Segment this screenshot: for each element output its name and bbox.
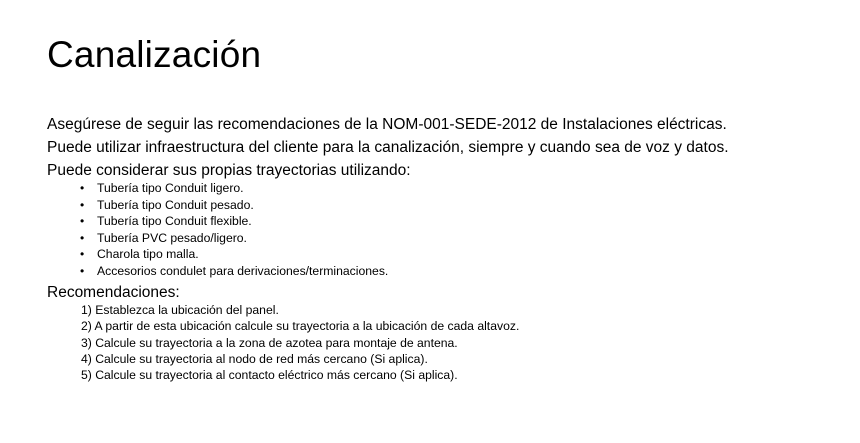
list-item-text: Accesorios condulet para derivaciones/terminaciones. (97, 263, 389, 278)
bullet-icon: • (80, 247, 85, 261)
paragraph-own-trajectories: Puede considerar sus propias trayectorias utilizando: (47, 162, 411, 179)
list-item (80, 197, 388, 214)
recommendation-step: 5) Calcule su trayectoria al contacto eléctrico más cercano (Si aplica). (81, 368, 458, 383)
recommendation-step: 3) Calcule su trayectoria a la zona de azotea para montaje de antena. (81, 335, 458, 350)
recommendations-list (81, 302, 519, 383)
recommendation-step: 1) Establezca la ubicación del panel. (81, 303, 279, 317)
paragraph-nom-standard: Asegúrese de seguir las recomendaciones de la NOM-001-SEDE-2012 de Instalaciones eléctricas. (47, 116, 727, 133)
list-item (80, 263, 388, 280)
bullet-icon: • (80, 181, 85, 195)
list-item-text: Tubería tipo Conduit flexible. (97, 214, 252, 228)
list-item (80, 230, 388, 247)
list-item-text: Tubería tipo Conduit ligero. (97, 181, 244, 195)
list-item (80, 213, 388, 230)
recommendations-heading: Recomendaciones: (47, 284, 180, 301)
conduit-options-list (80, 180, 388, 279)
bullet-icon: • (80, 263, 85, 278)
paragraph-client-infrastructure: Puede utilizar infraestructura del cliente para la canalización, siempre y cuando sea de voz y datos. (47, 139, 729, 156)
list-item-text: Charola tipo malla. (97, 247, 199, 261)
list-item-text: Tubería PVC pesado/ligero. (97, 230, 247, 245)
slide-title: Canalización (47, 34, 262, 75)
recommendation-step: 4) Calcule su trayectoria al nodo de red más cercano (Si aplica). (81, 351, 428, 366)
list-item (80, 180, 388, 197)
recommendation-step: 2) A partir de esta ubicación calcule su trayectoria a la ubicación de cada altavoz. (81, 319, 520, 334)
list-item-text: Tubería tipo Conduit pesado. (97, 197, 254, 212)
bullet-icon: • (80, 214, 85, 228)
bullet-icon: • (80, 197, 85, 212)
bullet-icon: • (80, 230, 85, 245)
list-item (80, 246, 388, 263)
